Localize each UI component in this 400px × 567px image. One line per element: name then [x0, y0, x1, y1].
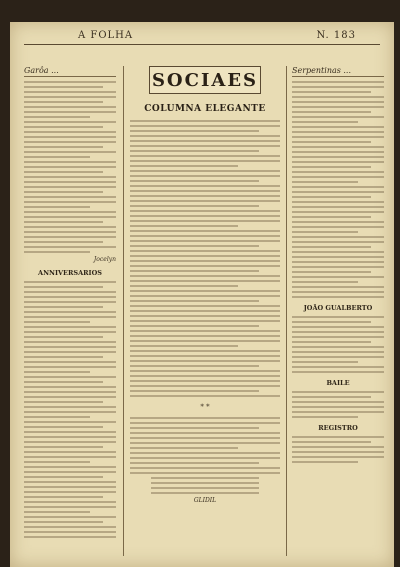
separator: * * — [200, 403, 210, 411]
section-label-garoa: Garôa ... — [24, 66, 116, 77]
text-block — [292, 81, 384, 298]
signature-glidil: GLIDIL — [193, 497, 217, 504]
text-block — [130, 417, 280, 494]
page-header — [24, 30, 380, 44]
text-block — [130, 120, 280, 397]
section-label-serpentinas: Serpentinas ... — [292, 66, 384, 77]
sociaes-logo: SOCIAES — [149, 66, 261, 94]
masthead: A FOLHA — [78, 30, 134, 41]
column-divider — [123, 66, 124, 556]
header-rule — [24, 44, 380, 45]
text-block — [292, 391, 384, 418]
right-column — [292, 66, 384, 466]
heading-anniversarios: ANNIVERSARIOS — [38, 269, 102, 277]
column-divider — [286, 66, 287, 556]
issue-number: N. 183 — [316, 30, 356, 41]
left-column — [24, 66, 116, 541]
text-block — [24, 81, 116, 253]
text-block — [24, 281, 116, 538]
text-block — [292, 316, 384, 373]
heading-baile: BAILE — [326, 379, 350, 387]
text-block — [292, 436, 384, 463]
heading-registro: REGISTRO — [318, 424, 358, 432]
newspaper-page — [10, 22, 394, 567]
center-column — [130, 66, 280, 507]
heading-joao-gualberto: JOÃO GUALBERTO — [303, 304, 373, 312]
signature-jocelyn: Jocelyn — [93, 256, 116, 263]
headline-columna-elegante: COLUMNA ELEGANTE — [144, 104, 266, 114]
